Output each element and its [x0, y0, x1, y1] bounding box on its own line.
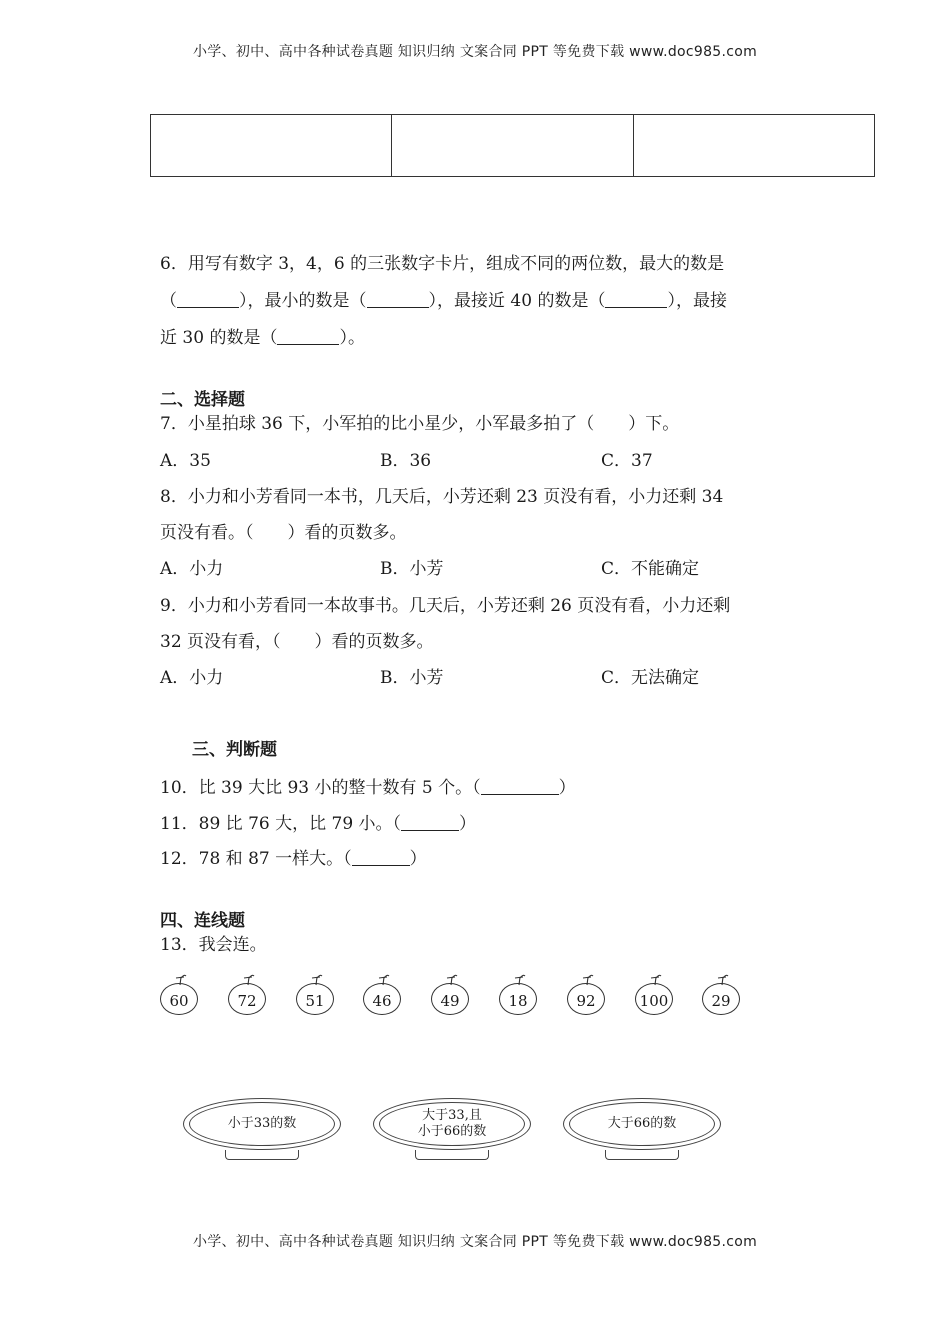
- question-text: ），最小的数是（: [239, 291, 367, 311]
- section-title: 三、判断题: [192, 740, 277, 760]
- option-b[interactable]: B．小芳: [380, 668, 444, 688]
- question-13: 13．我会连。: [160, 935, 267, 955]
- question-12: [160, 848, 427, 870]
- answer-blank[interactable]: [401, 814, 459, 831]
- apple-number[interactable]: [431, 980, 471, 1016]
- answer-blank[interactable]: [352, 849, 410, 866]
- option-c[interactable]: C．不能确定: [601, 559, 700, 579]
- section-title: 四、连线题: [160, 911, 245, 931]
- question-text: ）: [558, 778, 576, 798]
- option-b[interactable]: B．小芳: [380, 559, 444, 579]
- page-header: 小学、初中、高中各种试卷真题 知识归纳 文案合同 PPT 等免费下载 www.doc985.com: [192, 44, 758, 60]
- apple-number[interactable]: [702, 980, 742, 1016]
- plate-less-than-33[interactable]: [183, 1098, 341, 1164]
- apple-number[interactable]: [228, 980, 268, 1016]
- apple-number[interactable]: [499, 980, 539, 1016]
- table-cell: [392, 115, 633, 176]
- plate-label: [379, 1102, 525, 1146]
- option-c[interactable]: C．37: [601, 451, 653, 471]
- table-cell: [634, 115, 874, 176]
- plate-between-33-and-66[interactable]: [373, 1098, 531, 1164]
- plate-label-line: 小于33的数: [227, 1116, 297, 1131]
- option-a[interactable]: A．小力: [160, 559, 224, 579]
- apple-label: 72: [228, 983, 266, 1015]
- answer-blank[interactable]: [367, 291, 429, 308]
- answer-blank[interactable]: [177, 291, 239, 308]
- question-7: 7．小星拍球 36 下，小军拍的比小星少，小军最多拍了（ ）下。: [160, 414, 680, 434]
- apple-label: 51: [296, 983, 334, 1015]
- answer-blank[interactable]: [605, 291, 667, 308]
- question-text: 近 30 的数是（: [160, 328, 278, 348]
- option-a[interactable]: A．小力: [160, 668, 224, 688]
- plate-foot: [415, 1150, 489, 1160]
- apple-label: 18: [499, 983, 537, 1015]
- table-cell: [151, 115, 392, 176]
- page-footer: 小学、初中、高中各种试卷真题 知识归纳 文案合同 PPT 等免费下载 www.doc985.com: [192, 1234, 758, 1250]
- question-10: [160, 777, 576, 799]
- question-11: [160, 813, 476, 835]
- answer-blank[interactable]: [481, 778, 559, 795]
- section-title: 二、选择题: [160, 390, 245, 410]
- plate-label-line: 大于33,且: [422, 1108, 482, 1123]
- question-text: （: [160, 291, 177, 311]
- plate-label: [569, 1102, 715, 1146]
- answer-blank[interactable]: [277, 328, 339, 345]
- question-6-line-3: [160, 327, 365, 349]
- plate-label: [189, 1102, 335, 1146]
- question-text: 11．89 比 76 大，比 79 小。（: [160, 814, 402, 834]
- question-text: 10．比 39 大比 93 小的整十数有 5 个。（: [160, 778, 481, 798]
- apple-label: 100: [635, 983, 673, 1015]
- plate-greater-than-66[interactable]: [563, 1098, 721, 1164]
- apple-number[interactable]: [567, 980, 607, 1016]
- answer-table: [150, 114, 875, 177]
- plate-foot: [225, 1150, 299, 1160]
- question-8-line-1: 8．小力和小芳看同一本书，几天后，小芳还剩 23 页没有看，小力还剩 34: [160, 487, 724, 507]
- question-text: 6．用写有数字 3，4，6 的三张数字卡片，组成不同的两位数，最大的数是: [160, 254, 725, 274]
- question-8-line-2: 页没有看。（ ）看的页数多。: [160, 523, 407, 543]
- question-text: ），最接: [667, 291, 727, 311]
- apple-number[interactable]: [296, 980, 336, 1016]
- question-text: ）: [409, 849, 427, 869]
- apple-number[interactable]: [160, 980, 200, 1016]
- apple-number[interactable]: [635, 980, 675, 1016]
- option-c[interactable]: C．无法确定: [601, 668, 700, 688]
- question-6-line-1: [160, 253, 724, 275]
- option-b[interactable]: B．36: [380, 451, 432, 471]
- plate-label-line: 大于66的数: [607, 1116, 677, 1131]
- apple-label: 49: [431, 983, 469, 1015]
- question-text: ），最接近 40 的数是（: [428, 291, 606, 311]
- question-text: 12．78 和 87 一样大。（: [160, 849, 352, 869]
- plate-foot: [605, 1150, 679, 1160]
- apple-number[interactable]: [363, 980, 403, 1016]
- question-6-line-2: [160, 290, 727, 312]
- question-9-line-2: 32 页没有看，（ ）看的页数多。: [160, 632, 434, 652]
- option-a[interactable]: A．35: [160, 451, 211, 471]
- question-text: ）。: [339, 328, 365, 348]
- apple-label: 46: [363, 983, 401, 1015]
- plate-label-line: 小于66的数: [417, 1124, 487, 1139]
- apple-label: 60: [160, 983, 198, 1015]
- question-text: ）: [459, 814, 477, 834]
- apple-label: 29: [702, 983, 740, 1015]
- apple-label: 92: [567, 983, 605, 1015]
- question-9-line-1: 9．小力和小芳看同一本故事书。几天后，小芳还剩 26 页没有看，小力还剩: [160, 596, 731, 616]
